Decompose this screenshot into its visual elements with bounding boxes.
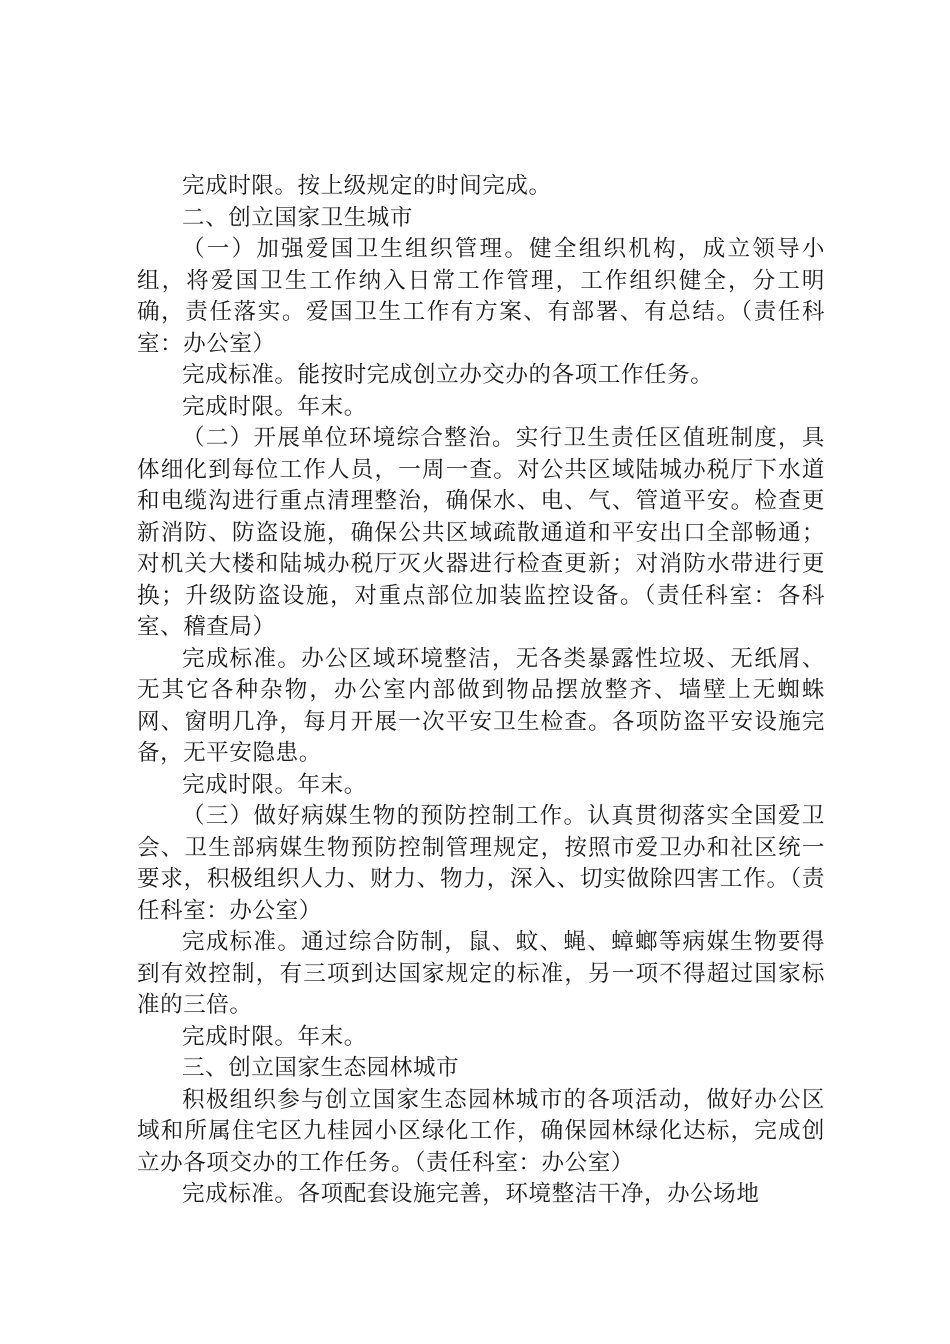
paragraph-item-3: （三）做好病媒生物的预防控制工作。认真贯彻落实全国爱卫会、卫生部病媒生物预防控制管理规定，按照市爱卫办和社区统一要求，积极组织人力、财力、物力，深入、切实做除四害工作。（责任科室：办公室） [137,803,825,924]
paragraph-completion-deadline: 完成时限。年末。 [182,771,367,798]
paragraph-completion-standard: 完成标准。通过综合防制，鼠、蚊、蝇、蟑螂等病媒生物要得到有效控制，有三项到达国家规定的标准，另一项不得超过国家标准的三倍。 [137,929,825,1018]
heading-section-3: 三、创立国家生态园林城市 [182,1055,460,1081]
paragraph-item-1: （一）加强爱国卫生组织管理。健全组织机构，成立领导小组，将爱国卫生工作纳入日常工作管理，工作组织健全，分工明确，责任落实。爱国卫生工作有方案、有部署、有总结。（责任科室：办公室） [137,236,825,357]
paragraph-completion-deadline: 完成时限。按上级规定的时间完成。 [182,173,552,199]
heading-section-2: 二、创立国家卫生城市 [182,204,414,231]
paragraph-completion-standard: 完成标准。办公区域环境整洁，无各类暴露性垃圾、无纸屑、无其它各种杂物，办公室内部做到物品摆放整齐、墙壁上无蜘蛛网、窗明几净，每月开展一次平安卫生检查。各项防盗平安设施完备，无平安隐患。 [137,645,825,766]
paragraph-completion-standard: 完成标准。各项配套设施完善，环境整洁干净，办公场地 [182,1181,760,1207]
paragraph-completion-deadline: 完成时限。年末。 [182,393,367,420]
paragraph-completion-standard: 完成标准。能按时完成创立办交办的各项工作任务。 [182,362,714,388]
paragraph-completion-deadline: 完成时限。年末。 [182,1023,367,1050]
document-body [137,171,825,1211]
paragraph-item-2: （二）开展单位环境综合整治。实行卫生责任区值班制度，具体细化到每位工作人员，一周一查。对公共区域陆城办税厅下水道和电缆沟进行重点清理整治，确保水、电、气、管道平安。检查更新消防、防盗设施，确保公共区域疏散通道和平安出口全部畅通；对机关大楼和陆城办税厅灭火器进行检查更新；对消防水带进行更换；升级防盗设施，对重点部位加装监控设备。（责任科室：各科室、稽查局） [137,425,825,640]
paragraph-section-3-body: 积极组织参与创立国家生态园林城市的各项活动，做好办公区域和所属住宅区九桂园小区绿化工作，确保园林绿化达标，完成创立办各项交办的工作任务。（责任科室：办公室） [137,1086,825,1176]
